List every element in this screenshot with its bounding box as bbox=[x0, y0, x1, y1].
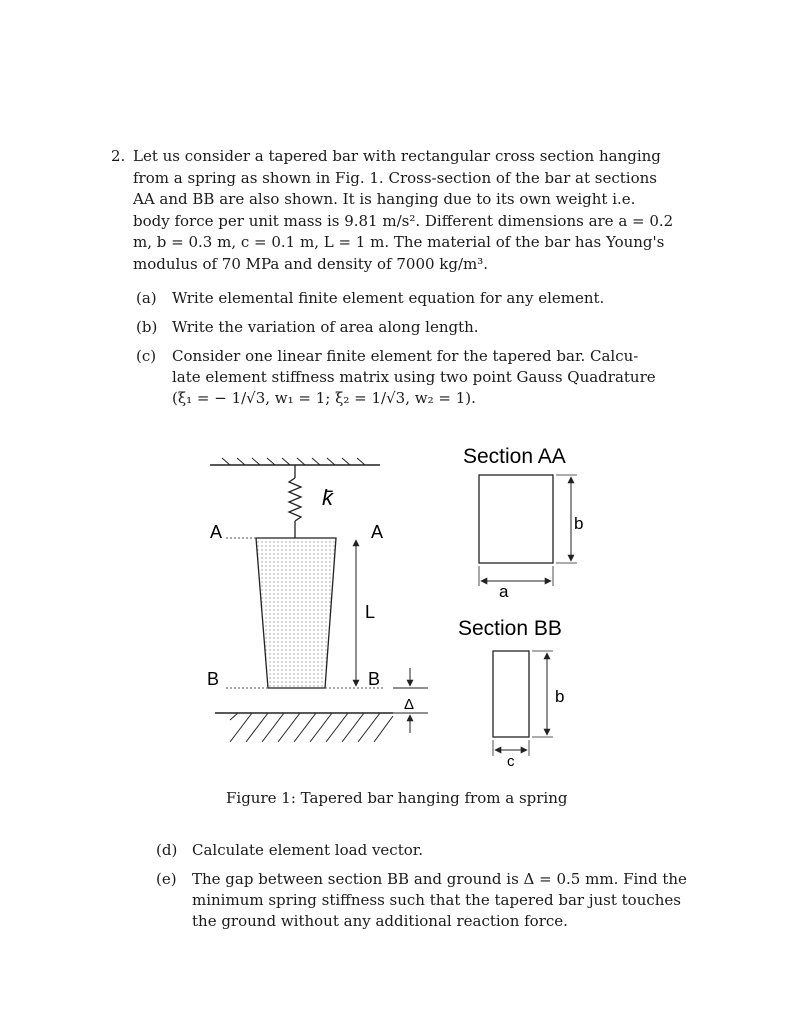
section-bb-rect bbox=[493, 651, 529, 737]
length-label: L bbox=[365, 602, 376, 622]
part-label: (e) bbox=[156, 870, 177, 888]
section-label-b-left: B bbox=[207, 669, 220, 689]
part-text: (ξ₁ = − 1/√3, w₁ = 1; ξ₂ = 1/√3, w₂ = 1). bbox=[172, 389, 476, 407]
ceiling-support bbox=[210, 458, 380, 465]
figure-caption: Figure 1: Tapered bar hanging from a spring bbox=[226, 789, 568, 807]
section-aa-b-label: b bbox=[574, 514, 584, 533]
section-bb-title: Section BB bbox=[458, 617, 562, 640]
problem-line: body force per unit mass is 9.81 m/s². Different dimensions are a = 0.2 bbox=[133, 211, 674, 230]
spring-label: k̄ bbox=[322, 485, 333, 510]
part-label: (c) bbox=[136, 347, 157, 365]
problem-line: Let us consider a tapered bar with rectangular cross section hanging bbox=[133, 147, 661, 165]
part-text: Write the variation of area along length. bbox=[172, 318, 479, 336]
section-aa-a-label: a bbox=[499, 582, 509, 601]
part-text: Consider one linear finite element for the tapered bar. Calcu- bbox=[172, 347, 639, 365]
part-label: (d) bbox=[156, 841, 178, 859]
part-d bbox=[156, 840, 716, 861]
spring bbox=[289, 465, 301, 538]
section-label-a-right: A bbox=[371, 522, 384, 542]
section-label-a-left: A bbox=[210, 522, 223, 542]
part-text: Write elemental finite element equation for any element. bbox=[172, 289, 605, 307]
part-label: (a) bbox=[136, 289, 157, 307]
problem-line: m, b = 0.3 m, c = 0.1 m, L = 1 m. The material of the bar has Young's bbox=[133, 233, 665, 251]
parts-list-bottom bbox=[156, 840, 716, 940]
ground-support bbox=[215, 713, 393, 742]
problem-line: AA and BB are also shown. It is hanging due to its own weight i.e. bbox=[133, 190, 636, 208]
part-e bbox=[156, 869, 716, 932]
section-aa-title: Section AA bbox=[463, 445, 566, 468]
part-text: minimum spring stiffness such that the tapered bar just touches bbox=[192, 891, 681, 909]
section-aa-rect bbox=[479, 475, 553, 563]
part-text: Calculate element load vector. bbox=[192, 841, 424, 859]
part-text: the ground without any additional reaction force. bbox=[192, 912, 568, 930]
problem-line: modulus of 70 MPa and density of 7000 kg/m³. bbox=[133, 254, 489, 273]
section-bb-b-label: b bbox=[555, 687, 565, 706]
problem-line: from a spring as shown in Fig. 1. Cross-section of the bar at sections bbox=[133, 168, 657, 187]
problem-number: 2. bbox=[111, 147, 126, 165]
section-label-b-right: B bbox=[368, 669, 381, 689]
tapered-bar bbox=[256, 538, 336, 688]
part-text: The gap between section BB and ground is Δ = 0.5 mm. Find the bbox=[192, 870, 687, 888]
section-bb-c-label: c bbox=[507, 753, 515, 770]
part-label: (b) bbox=[136, 318, 158, 336]
gap-label: Δ bbox=[404, 696, 415, 713]
part-text: late element stiffness matrix using two point Gauss Quadrature bbox=[172, 368, 656, 386]
